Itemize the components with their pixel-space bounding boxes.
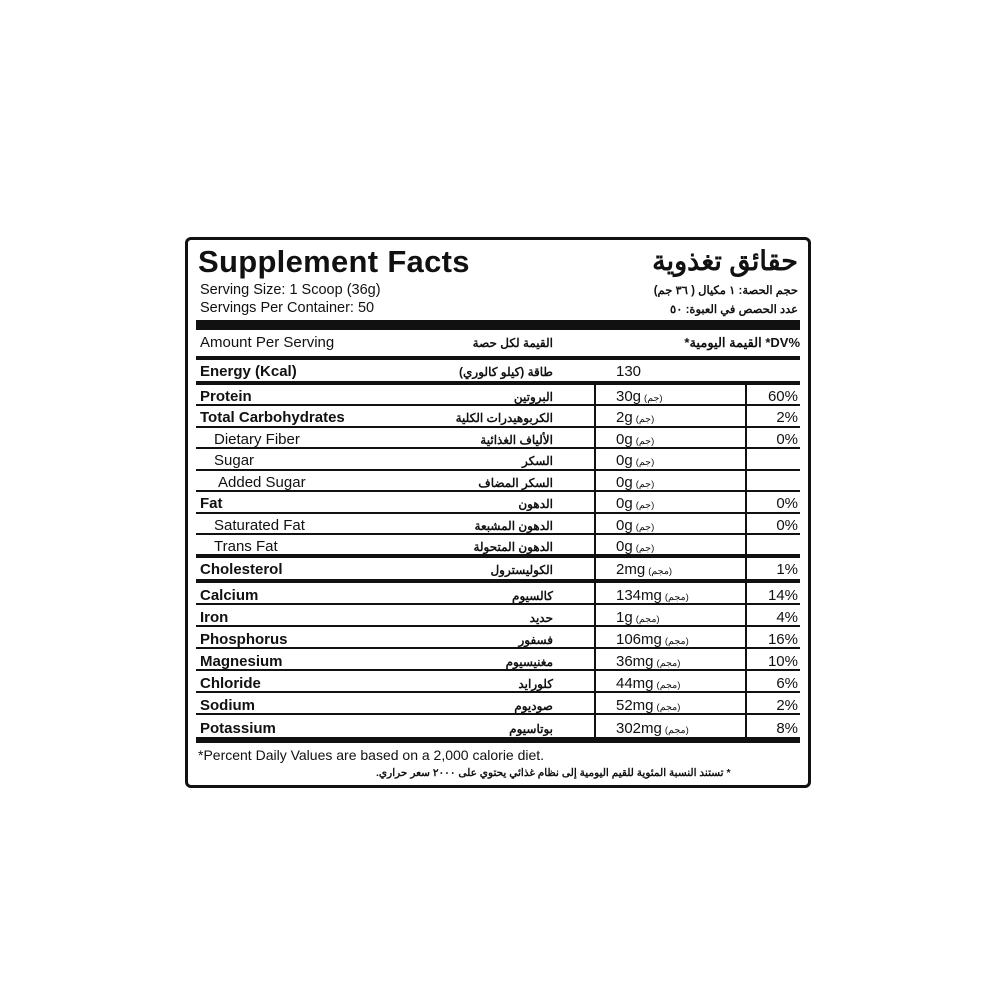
amount-unit-ar: (مجم) [664,725,689,736]
amount-unit-ar: (مجم) [664,636,689,647]
amount-unit-ar: (جم) [635,500,655,511]
amount-value: 130 [616,363,642,380]
amount-value: 2mg [616,561,646,578]
amount-value: 1g [616,609,633,626]
amount-unit-ar: (جم) [644,393,663,404]
serving-size-en: Serving Size: 1 Scoop (36g) [200,282,381,298]
nutrient-name: Protein [200,388,252,405]
nutrient-name: Sodium [200,697,255,714]
nutrient-name: Phosphorus [200,631,288,648]
amount-value: 30g [616,388,642,405]
nutrient-name: Fat [200,495,223,512]
nutrient-row [196,718,800,740]
amount-value: 0g [616,474,633,491]
amount-unit-ar: (مجم) [664,592,689,603]
nutrient-row [196,450,800,472]
nutrient-amount [616,517,654,534]
amount-value: 36mg [616,653,654,670]
nutrient-row [196,472,800,494]
amount-unit-ar: (جم) [635,479,655,490]
nutrient-name: Saturated Fat [214,517,305,534]
nutrient-name-ar: بوتاسيوم [509,722,553,736]
nutrient-amount [616,609,660,626]
nutrient-name-ar: كلورايد [518,677,553,691]
nutrient-name-ar: الألياف الغذائية [480,433,553,447]
nutrient-name: Energy (Kcal) [200,363,297,380]
daily-value-percent: 4% [776,609,798,626]
nutrient-name: Total Carbohydrates [200,409,345,426]
nutrient-row [196,407,800,429]
nutrient-name: Dietary Fiber [214,431,300,448]
nutrient-name-ar: الدهون [518,497,553,511]
daily-value-percent: 16% [767,631,798,648]
amount-unit-ar: (مجم) [648,566,673,577]
nutrient-amount [616,561,672,578]
nutrient-name-ar: الدهون المشبعة [474,519,553,533]
amount-unit-ar: (جم) [635,543,655,554]
nutrient-name-ar: حديد [529,611,553,625]
nutrient-name: Potassium [200,720,276,737]
nutrient-row [196,559,800,581]
nutrient-amount [616,474,654,491]
nutrient-amount [616,720,689,737]
amount-unit-ar: (مجم) [656,702,681,713]
daily-value-percent: 6% [776,675,798,692]
nutrient-row [196,493,800,515]
amount-value: 44mg [616,675,654,692]
nutrient-row [196,629,800,651]
nutrient-name-ar: فسفور [518,633,553,647]
amount-value: 2g [616,409,633,426]
thick-divider [196,320,800,330]
nutrient-amount [616,431,654,448]
daily-value-percent: 1% [776,561,798,578]
nutrient-row [196,515,800,537]
daily-value-percent: 2% [776,697,798,714]
nutrient-name-ar: مغنيسيوم [505,655,553,669]
nutrient-amount [616,697,680,714]
nutrient-name: Chloride [200,675,261,692]
nutrient-amount [616,495,654,512]
daily-value-percent: 2% [776,409,798,426]
nutrient-name-ar: الكوليسترول [490,563,553,577]
amount-unit-ar: (جم) [635,414,655,425]
nutrient-amount [616,587,689,604]
nutrient-amount [616,409,654,426]
nutrient-amount [616,653,680,670]
title-en: Supplement Facts [198,244,470,279]
nutrient-row [196,536,800,558]
nutrient-name-ar: البروتين [513,390,553,404]
nutrient-amount [616,538,654,555]
servings-per-container-en: Servings Per Container: 50 [200,300,375,316]
nutrient-row [196,673,800,695]
servings-per-container-ar: عدد الحصص في العبوة: ٥٠ [670,304,798,316]
nutrient-name: Calcium [200,587,259,604]
amount-unit-ar: (مجم) [656,680,681,691]
serving-size-ar: حجم الحصة: ١ مكيال ( ٣٦ جم) [653,285,798,297]
nutrient-row [196,607,800,629]
amount-value: 134mg [616,587,662,604]
nutrient-name: Trans Fat [214,538,278,555]
nutrient-name: Magnesium [200,653,283,670]
amount-unit-ar: (جم) [635,522,655,533]
footnote-en: *Percent Daily Values are based on a 2,000 calorie diet. [198,747,545,763]
amount-value: 0g [616,495,633,512]
nutrient-row [196,585,800,607]
title-ar: حقائق تغذوية [652,246,798,276]
nutrient-name-ar: صوديوم [514,699,553,713]
nutrient-name: Cholesterol [200,561,283,578]
amount-unit-ar: (مجم) [656,658,681,669]
daily-value-percent: 8% [776,720,798,737]
nutrient-amount [616,388,663,405]
amount-per-serving-header-ar: القيمة لكل حصة [472,336,553,350]
nutrient-row [196,386,800,408]
nutrient-row [196,429,800,451]
nutrient-name-ar: الكربوهيدرات الكلية [455,411,553,425]
nutrient-name-ar: السكر المضاف [478,476,553,490]
amount-value: 302mg [616,720,662,737]
amount-value: 0g [616,452,633,469]
nutrient-amount [616,631,689,648]
medium-divider [196,356,800,360]
nutrient-row [196,651,800,673]
nutrient-row [196,361,800,383]
daily-value-percent: 0% [776,517,798,534]
amount-value: 0g [616,431,633,448]
nutrient-amount [616,452,654,469]
daily-value-percent: 60% [767,388,798,405]
nutrient-name-ar: طاقة (كيلو كالوري) [459,365,553,379]
daily-value-header: %DV* القيمة اليومية* [684,335,800,350]
nutrient-amount [616,675,680,692]
nutrient-name-ar: كالسيوم [512,589,553,603]
nutrient-amount [616,363,644,380]
nutrient-name: Iron [200,609,229,626]
nutrient-name-ar: السكر [522,454,553,468]
nutrient-name: Added Sugar [218,474,306,491]
daily-value-percent: 0% [776,495,798,512]
supplement-facts-label [185,237,811,788]
daily-value-percent: 14% [767,587,798,604]
amount-unit-ar: (جم) [635,457,655,468]
amount-unit-ar: (مجم) [635,614,660,625]
amount-value: 0g [616,517,633,534]
amount-value: 106mg [616,631,662,648]
amount-unit-ar: (جم) [635,436,655,447]
daily-value-percent: 10% [767,653,798,670]
daily-value-percent: 0% [776,431,798,448]
amount-value: 0g [616,538,633,555]
amount-value: 52mg [616,697,654,714]
nutrient-name-ar: الدهون المتحولة [473,540,553,554]
nutrient-row [196,695,800,717]
footnote-ar: * تستند النسبة المئوية للقيم اليومية إلى نظام غذائي يحتوي على ٢٠٠٠ سعر حراري. [376,767,731,779]
nutrient-name: Sugar [214,452,255,469]
amount-per-serving-header: Amount Per Serving [200,334,335,351]
